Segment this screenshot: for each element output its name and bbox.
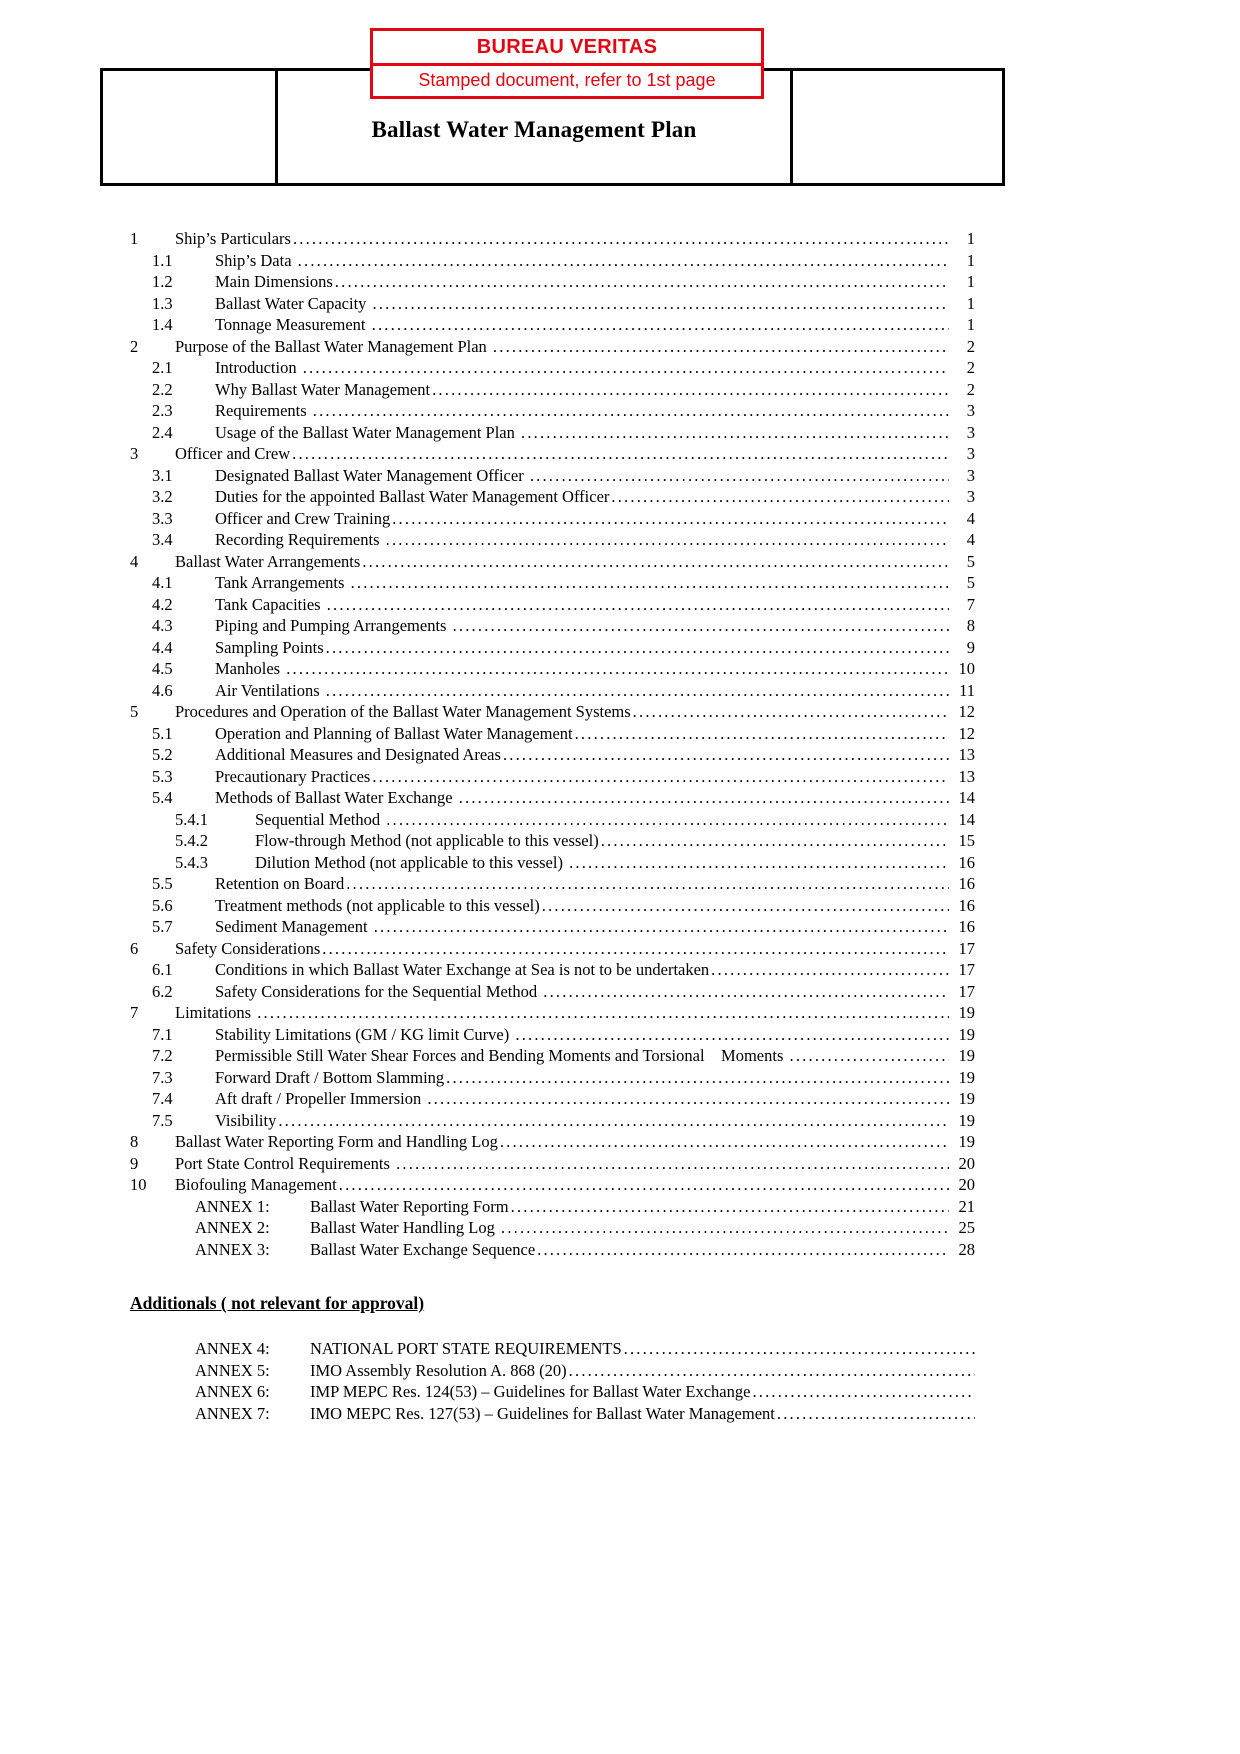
- toc-entry-page: 16: [958, 852, 975, 872]
- toc-entry-number: ANNEX 6:: [195, 1382, 270, 1401]
- toc-entry-number: 2.1: [152, 358, 173, 377]
- toc-entry-title: Sediment Management: [215, 917, 372, 936]
- toc-dot-leader: [451, 615, 949, 637]
- toc-entry-title: Purpose of the Ballast Water Management Plan: [175, 336, 491, 356]
- toc-entry: [130, 1217, 975, 1239]
- toc-entry-page: 19: [958, 1046, 975, 1065]
- toc-entry-number: ANNEX 5:: [195, 1360, 270, 1380]
- toc-entry-title: Ballast Water Arrangements: [175, 551, 361, 571]
- toc-entry-number: 4.4: [152, 637, 173, 657]
- toc-entry-title: Manholes: [215, 659, 285, 678]
- toc-entry-title: Treatment methods (not applicable to this vessel): [215, 895, 540, 915]
- table-of-contents: [130, 228, 975, 1424]
- toc-dot-leader: [290, 443, 949, 465]
- toc-entry-page: 19: [958, 1024, 975, 1044]
- toc-entry-number: 7.1: [152, 1024, 173, 1044]
- toc-entry-title: Requirements: [215, 401, 311, 420]
- toc-entry-page: 16: [958, 917, 975, 936]
- toc-dot-leader: [541, 981, 949, 1003]
- toc-dot-leader: [337, 1174, 949, 1196]
- toc-dot-leader: [394, 1153, 949, 1175]
- toc-entry-title: IMP MEPC Res. 124(53) – Guidelines for Ballast Water Exchange: [310, 1382, 751, 1401]
- toc-dot-leader: [513, 1024, 949, 1046]
- toc-entry-title: Officer and Crew: [175, 444, 291, 463]
- toc-entry-title: IMO MEPC Res. 127(53) – Guidelines for Ballast Water Management: [310, 1403, 775, 1423]
- toc-dot-leader: [311, 400, 949, 422]
- toc-entry-number: 2.2: [152, 379, 173, 399]
- toc-dot-leader: [788, 1045, 949, 1067]
- toc-entry-title: Tonnage Measurement: [215, 315, 370, 334]
- toc-entry-title: IMO Assembly Resolution A. 868 (20): [310, 1360, 567, 1380]
- toc-dot-leader: [360, 551, 949, 573]
- toc-entry-number: 4.1: [152, 573, 173, 592]
- toc-entry-page: 9: [966, 637, 975, 657]
- toc-entry-page: 14: [958, 809, 975, 829]
- toc-entry-number: 5.4.2: [175, 831, 208, 850]
- toc-entry: [130, 1381, 975, 1403]
- toc-entry: [130, 830, 975, 852]
- toc-entry-number: 5.6: [152, 895, 173, 915]
- toc-entry-page: 4: [966, 508, 975, 528]
- toc-entry-title: Precautionary Practices: [215, 766, 371, 786]
- toc-entry-title: Sampling Points: [215, 637, 324, 657]
- toc-entry: [130, 701, 975, 723]
- title-block-right-cell: [790, 71, 1002, 183]
- toc-entry-title: Conditions in which Ballast Water Exchange at Sea is not to be undertaken: [215, 960, 710, 979]
- toc-entry: [130, 443, 975, 465]
- toc-entry-page: 15: [958, 831, 975, 850]
- toc-entry-number: 6.2: [152, 981, 173, 1001]
- toc-dot-leader: [509, 1196, 949, 1218]
- toc-entry-title: Why Ballast Water Management: [215, 379, 431, 399]
- toc-dot-leader: [320, 938, 949, 960]
- toc-dot-leader: [344, 873, 949, 895]
- toc-entry-number: 5.3: [152, 766, 173, 786]
- toc-entry: [130, 615, 975, 637]
- toc-entry-page: 16: [958, 895, 975, 915]
- toc-entry: [130, 658, 975, 680]
- toc-entry: [130, 271, 975, 293]
- toc-dot-leader: [498, 1131, 949, 1153]
- toc-dot-leader: [573, 723, 949, 745]
- toc-entry-number: 5.7: [152, 917, 173, 936]
- toc-entry: [130, 938, 975, 960]
- toc-entry-number: 1.2: [152, 272, 173, 291]
- toc-entry-title: Retention on Board: [215, 874, 345, 893]
- additionals-list: [130, 1338, 975, 1424]
- toc-entry-page: 14: [958, 788, 975, 807]
- toc-dot-leader: [384, 529, 949, 551]
- toc-entry-title: Permissible Still Water Shear Forces and Bending Moments and Torsional Moments: [215, 1046, 788, 1065]
- toc-entry: [130, 1110, 975, 1132]
- toc-entry-list: [130, 228, 975, 1260]
- toc-entry: [130, 766, 975, 788]
- toc-dot-leader: [324, 637, 949, 659]
- toc-entry-number: ANNEX 1:: [195, 1196, 270, 1216]
- toc-entry: [130, 594, 975, 616]
- approval-stamp: [370, 28, 764, 99]
- toc-entry-number: 4.2: [152, 594, 173, 614]
- toc-dot-leader: [384, 809, 949, 831]
- toc-entry-number: 5.4: [152, 788, 173, 807]
- toc-dot-leader: [371, 293, 949, 315]
- toc-entry: [130, 1196, 975, 1218]
- toc-entry-page: 3: [966, 422, 975, 442]
- toc-entry-number: 10: [130, 1175, 147, 1194]
- toc-entry: [130, 916, 975, 938]
- toc-dot-leader: [491, 336, 949, 358]
- toc-entry: [130, 1403, 975, 1425]
- toc-dot-leader: [599, 830, 949, 852]
- toc-entry-number: 7.2: [152, 1046, 173, 1065]
- toc-entry-title: Additional Measures and Designated Areas: [215, 745, 501, 764]
- toc-entry-page: 19: [958, 1067, 975, 1087]
- toc-entry-number: 7.4: [152, 1089, 173, 1108]
- toc-entry: [130, 400, 975, 422]
- toc-entry-number: 2: [130, 336, 139, 356]
- toc-entry-page: 12: [958, 702, 975, 721]
- toc-entry: [130, 228, 975, 250]
- toc-entry-title: Sequential Method: [255, 809, 385, 829]
- toc-entry-number: 5.1: [152, 723, 173, 743]
- toc-entry-page: 19: [958, 1132, 975, 1151]
- toc-entry-page: 4: [966, 530, 975, 549]
- toc-entry-page: 19: [958, 1110, 975, 1130]
- toc-entry-page: 10: [958, 659, 975, 678]
- toc-entry-number: 1.3: [152, 293, 173, 313]
- toc-dot-leader: [296, 250, 949, 272]
- toc-entry-number: 5.4.1: [175, 809, 208, 829]
- toc-entry-number: 4.3: [152, 616, 173, 635]
- toc-entry-title: Usage of the Ballast Water Management Plan: [215, 422, 519, 442]
- toc-entry-number: 1: [130, 229, 139, 248]
- toc-entry-number: 3.3: [152, 508, 173, 528]
- toc-dot-leader: [540, 895, 949, 917]
- toc-entry-title: Piping and Pumping Arrangements: [215, 616, 451, 635]
- toc-entry-number: ANNEX 2:: [195, 1218, 270, 1237]
- toc-entry: [130, 959, 975, 981]
- toc-entry-page: 5: [966, 551, 975, 571]
- toc-entry-number: 5.2: [152, 745, 173, 764]
- toc-entry: [130, 529, 975, 551]
- toc-entry-title: Ballast Water Capacity: [215, 293, 371, 313]
- toc-entry-title: Ballast Water Handling Log: [310, 1218, 499, 1237]
- toc-entry-title: Ballast Water Reporting Form and Handling Log: [175, 1132, 498, 1151]
- toc-entry-page: 2: [966, 358, 975, 377]
- toc-entry-page: 1: [966, 272, 975, 291]
- toc-entry-page: 17: [958, 938, 975, 958]
- toc-dot-leader: [291, 228, 949, 250]
- toc-entry: [130, 1002, 975, 1024]
- toc-dot-leader: [425, 1088, 949, 1110]
- toc-dot-leader: [333, 271, 949, 293]
- toc-entry-title: Forward Draft / Bottom Slamming: [215, 1067, 445, 1087]
- toc-dot-leader: [631, 701, 949, 723]
- toc-entry-number: 1.1: [152, 250, 173, 270]
- toc-entry-number: 7.3: [152, 1067, 173, 1087]
- toc-entry-page: 3: [966, 487, 975, 506]
- toc-dot-leader: [775, 1403, 975, 1425]
- toc-entry-page: 19: [958, 1003, 975, 1022]
- toc-entry-title: Aft draft / Propeller Immersion: [215, 1089, 426, 1108]
- toc-entry-number: 5: [130, 702, 139, 721]
- toc-dot-leader: [501, 744, 949, 766]
- toc-entry-page: 11: [959, 680, 975, 700]
- toc-dot-leader: [324, 680, 949, 702]
- toc-entry-title: Main Dimensions: [215, 272, 333, 291]
- toc-entry: [130, 551, 975, 573]
- toc-entry-title: Ballast Water Reporting Form: [310, 1196, 509, 1216]
- toc-entry-title: Ship’s Data: [215, 250, 296, 270]
- toc-entry: [130, 314, 975, 336]
- toc-entry-title: Officer and Crew Training: [215, 508, 391, 528]
- toc-entry: [130, 293, 975, 315]
- toc-entry-page: 3: [966, 444, 975, 463]
- toc-entry-number: 4.6: [152, 680, 173, 700]
- toc-entry: [130, 379, 975, 401]
- toc-entry-number: 3.4: [152, 530, 173, 549]
- toc-entry-number: 9: [130, 1153, 139, 1173]
- toc-dot-leader: [430, 379, 949, 401]
- toc-entry-title: Duties for the appointed Ballast Water Management Officer: [215, 487, 610, 506]
- toc-entry-title: Safety Considerations for the Sequential Method: [215, 981, 542, 1001]
- toc-entry-number: 8: [130, 1132, 139, 1151]
- document-title: Ballast Water Management Plan: [371, 117, 697, 142]
- toc-entry-page: 25: [958, 1218, 975, 1237]
- toc-entry-number: 5.4.3: [175, 852, 208, 872]
- toc-entry-page: 19: [958, 1089, 975, 1108]
- toc-entry: [130, 852, 975, 874]
- toc-dot-leader: [325, 594, 949, 616]
- toc-entry-page: 1: [966, 315, 975, 334]
- toc-dot-leader: [709, 959, 949, 981]
- toc-entry-page: 12: [958, 723, 975, 743]
- toc-entry-number: 6.1: [152, 960, 173, 979]
- toc-dot-leader: [567, 1360, 975, 1382]
- toc-entry-page: 20: [958, 1153, 975, 1173]
- toc-dot-leader: [390, 508, 949, 530]
- toc-entry-title: Limitations: [175, 1003, 256, 1022]
- toc-entry: [130, 1024, 975, 1046]
- toc-entry: [130, 723, 975, 745]
- toc-entry: [130, 1239, 975, 1261]
- toc-dot-leader: [301, 357, 949, 379]
- toc-entry-title: Visibility: [215, 1110, 277, 1130]
- toc-entry-page: 17: [958, 960, 975, 979]
- toc-entry-page: 3: [966, 465, 975, 485]
- stamp-title: BUREAU VERITAS: [373, 31, 761, 66]
- toc-dot-leader: [457, 787, 949, 809]
- toc-entry-title: Flow-through Method (not applicable to this vessel): [255, 831, 599, 850]
- toc-entry-title: Designated Ballast Water Management Officer: [215, 465, 528, 485]
- toc-dot-leader: [622, 1338, 975, 1360]
- toc-dot-leader: [444, 1067, 949, 1089]
- toc-entry: [130, 465, 975, 487]
- toc-entry-title: Ballast Water Exchange Sequence: [310, 1239, 536, 1259]
- toc-entry-number: 3: [130, 444, 139, 463]
- toc-entry-number: 7.5: [152, 1110, 173, 1130]
- toc-entry-page: 1: [966, 293, 975, 313]
- toc-entry-number: 2.3: [152, 401, 173, 420]
- toc-entry: [130, 809, 975, 831]
- toc-entry: [130, 744, 975, 766]
- toc-dot-leader: [370, 314, 949, 336]
- additionals-heading: Additionals ( not relevant for approval): [130, 1293, 425, 1313]
- toc-entry-page: 13: [958, 745, 975, 764]
- toc-dot-leader: [535, 1239, 949, 1261]
- toc-dot-leader: [750, 1381, 975, 1403]
- toc-dot-leader: [276, 1110, 949, 1132]
- toc-entry: [130, 1131, 975, 1153]
- toc-entry-page: 7: [966, 594, 975, 614]
- toc-entry-title: Safety Considerations: [175, 938, 321, 958]
- stamp-subtitle: Stamped document, refer to 1st page: [418, 70, 716, 90]
- toc-entry-title: Air Ventilations: [215, 680, 324, 700]
- toc-entry-page: 2: [966, 336, 975, 356]
- toc-entry-page: 16: [958, 874, 975, 893]
- toc-dot-leader: [499, 1217, 949, 1239]
- toc-entry-page: 2: [966, 379, 975, 399]
- toc-entry-page: 8: [966, 616, 975, 635]
- toc-entry-title: Stability Limitations (GM / KG limit Curve): [215, 1024, 514, 1044]
- toc-entry-number: ANNEX 3:: [195, 1239, 270, 1259]
- toc-entry: [130, 981, 975, 1003]
- toc-entry-page: 17: [958, 981, 975, 1001]
- toc-entry-title: Methods of Ballast Water Exchange: [215, 788, 457, 807]
- title-block-left-cell: [103, 71, 278, 183]
- toc-dot-leader: [372, 916, 949, 938]
- toc-entry: [130, 1088, 975, 1110]
- toc-entry-page: 5: [966, 573, 975, 592]
- toc-entry: [130, 250, 975, 272]
- toc-entry-number: 3.1: [152, 465, 173, 485]
- toc-entry: [130, 1153, 975, 1175]
- toc-entry: [130, 1338, 975, 1360]
- toc-entry-page: 1: [966, 229, 975, 248]
- toc-entry: [130, 1067, 975, 1089]
- toc-entry-title: Tank Arrangements: [215, 573, 349, 592]
- toc-entry-number: 7: [130, 1003, 139, 1022]
- toc-dot-leader: [609, 486, 949, 508]
- toc-entry-page: 1: [966, 250, 975, 270]
- toc-entry-page: 20: [958, 1175, 975, 1194]
- toc-entry: [130, 336, 975, 358]
- toc-entry: [130, 422, 975, 444]
- toc-dot-leader: [349, 572, 949, 594]
- toc-entry-title: Biofouling Management: [175, 1175, 337, 1194]
- toc-entry-number: 6: [130, 938, 139, 958]
- toc-entry-title: Dilution Method (not applicable to this vessel): [255, 852, 568, 872]
- toc-entry: [130, 357, 975, 379]
- toc-dot-leader: [255, 1002, 949, 1024]
- toc-dot-leader: [284, 658, 949, 680]
- toc-entry: [130, 637, 975, 659]
- toc-entry: [130, 873, 975, 895]
- toc-entry-title: Ship’s Particulars: [175, 229, 291, 248]
- toc-entry: [130, 787, 975, 809]
- toc-entry-title: Recording Requirements: [215, 530, 384, 549]
- toc-dot-leader: [370, 766, 949, 788]
- toc-dot-leader: [519, 422, 949, 444]
- toc-entry: [130, 680, 975, 702]
- toc-entry-title: Port State Control Requirements: [175, 1153, 395, 1173]
- toc-entry-number: 4.5: [152, 659, 173, 678]
- toc-entry: [130, 572, 975, 594]
- toc-entry: [130, 895, 975, 917]
- toc-entry: [130, 1360, 975, 1382]
- toc-entry-number: ANNEX 7:: [195, 1403, 270, 1423]
- toc-dot-leader: [528, 465, 949, 487]
- toc-entry-title: Procedures and Operation of the Ballast Water Management Systems: [175, 702, 631, 721]
- toc-entry-page: 3: [966, 401, 975, 420]
- toc-entry-page: 21: [958, 1196, 975, 1216]
- toc-entry-number: 3.2: [152, 487, 173, 506]
- toc-entry-page: 13: [958, 766, 975, 786]
- toc-entry: [130, 1045, 975, 1067]
- toc-entry: [130, 486, 975, 508]
- toc-entry-title: Introduction: [215, 358, 301, 377]
- toc-entry-title: Operation and Planning of Ballast Water Management: [215, 723, 573, 743]
- toc-entry: [130, 1174, 975, 1196]
- toc-entry-number: 4: [130, 551, 139, 571]
- toc-entry-number: 1.4: [152, 315, 173, 334]
- toc-entry-title: Tank Capacities: [215, 594, 325, 614]
- toc-entry-page: 28: [958, 1239, 975, 1259]
- toc-dot-leader: [567, 852, 949, 874]
- toc-entry-number: 5.5: [152, 874, 173, 893]
- toc-entry-number: ANNEX 4:: [195, 1339, 270, 1358]
- toc-entry-number: 2.4: [152, 422, 173, 442]
- toc-entry: [130, 508, 975, 530]
- toc-entry-title: NATIONAL PORT STATE REQUIREMENTS: [310, 1339, 622, 1358]
